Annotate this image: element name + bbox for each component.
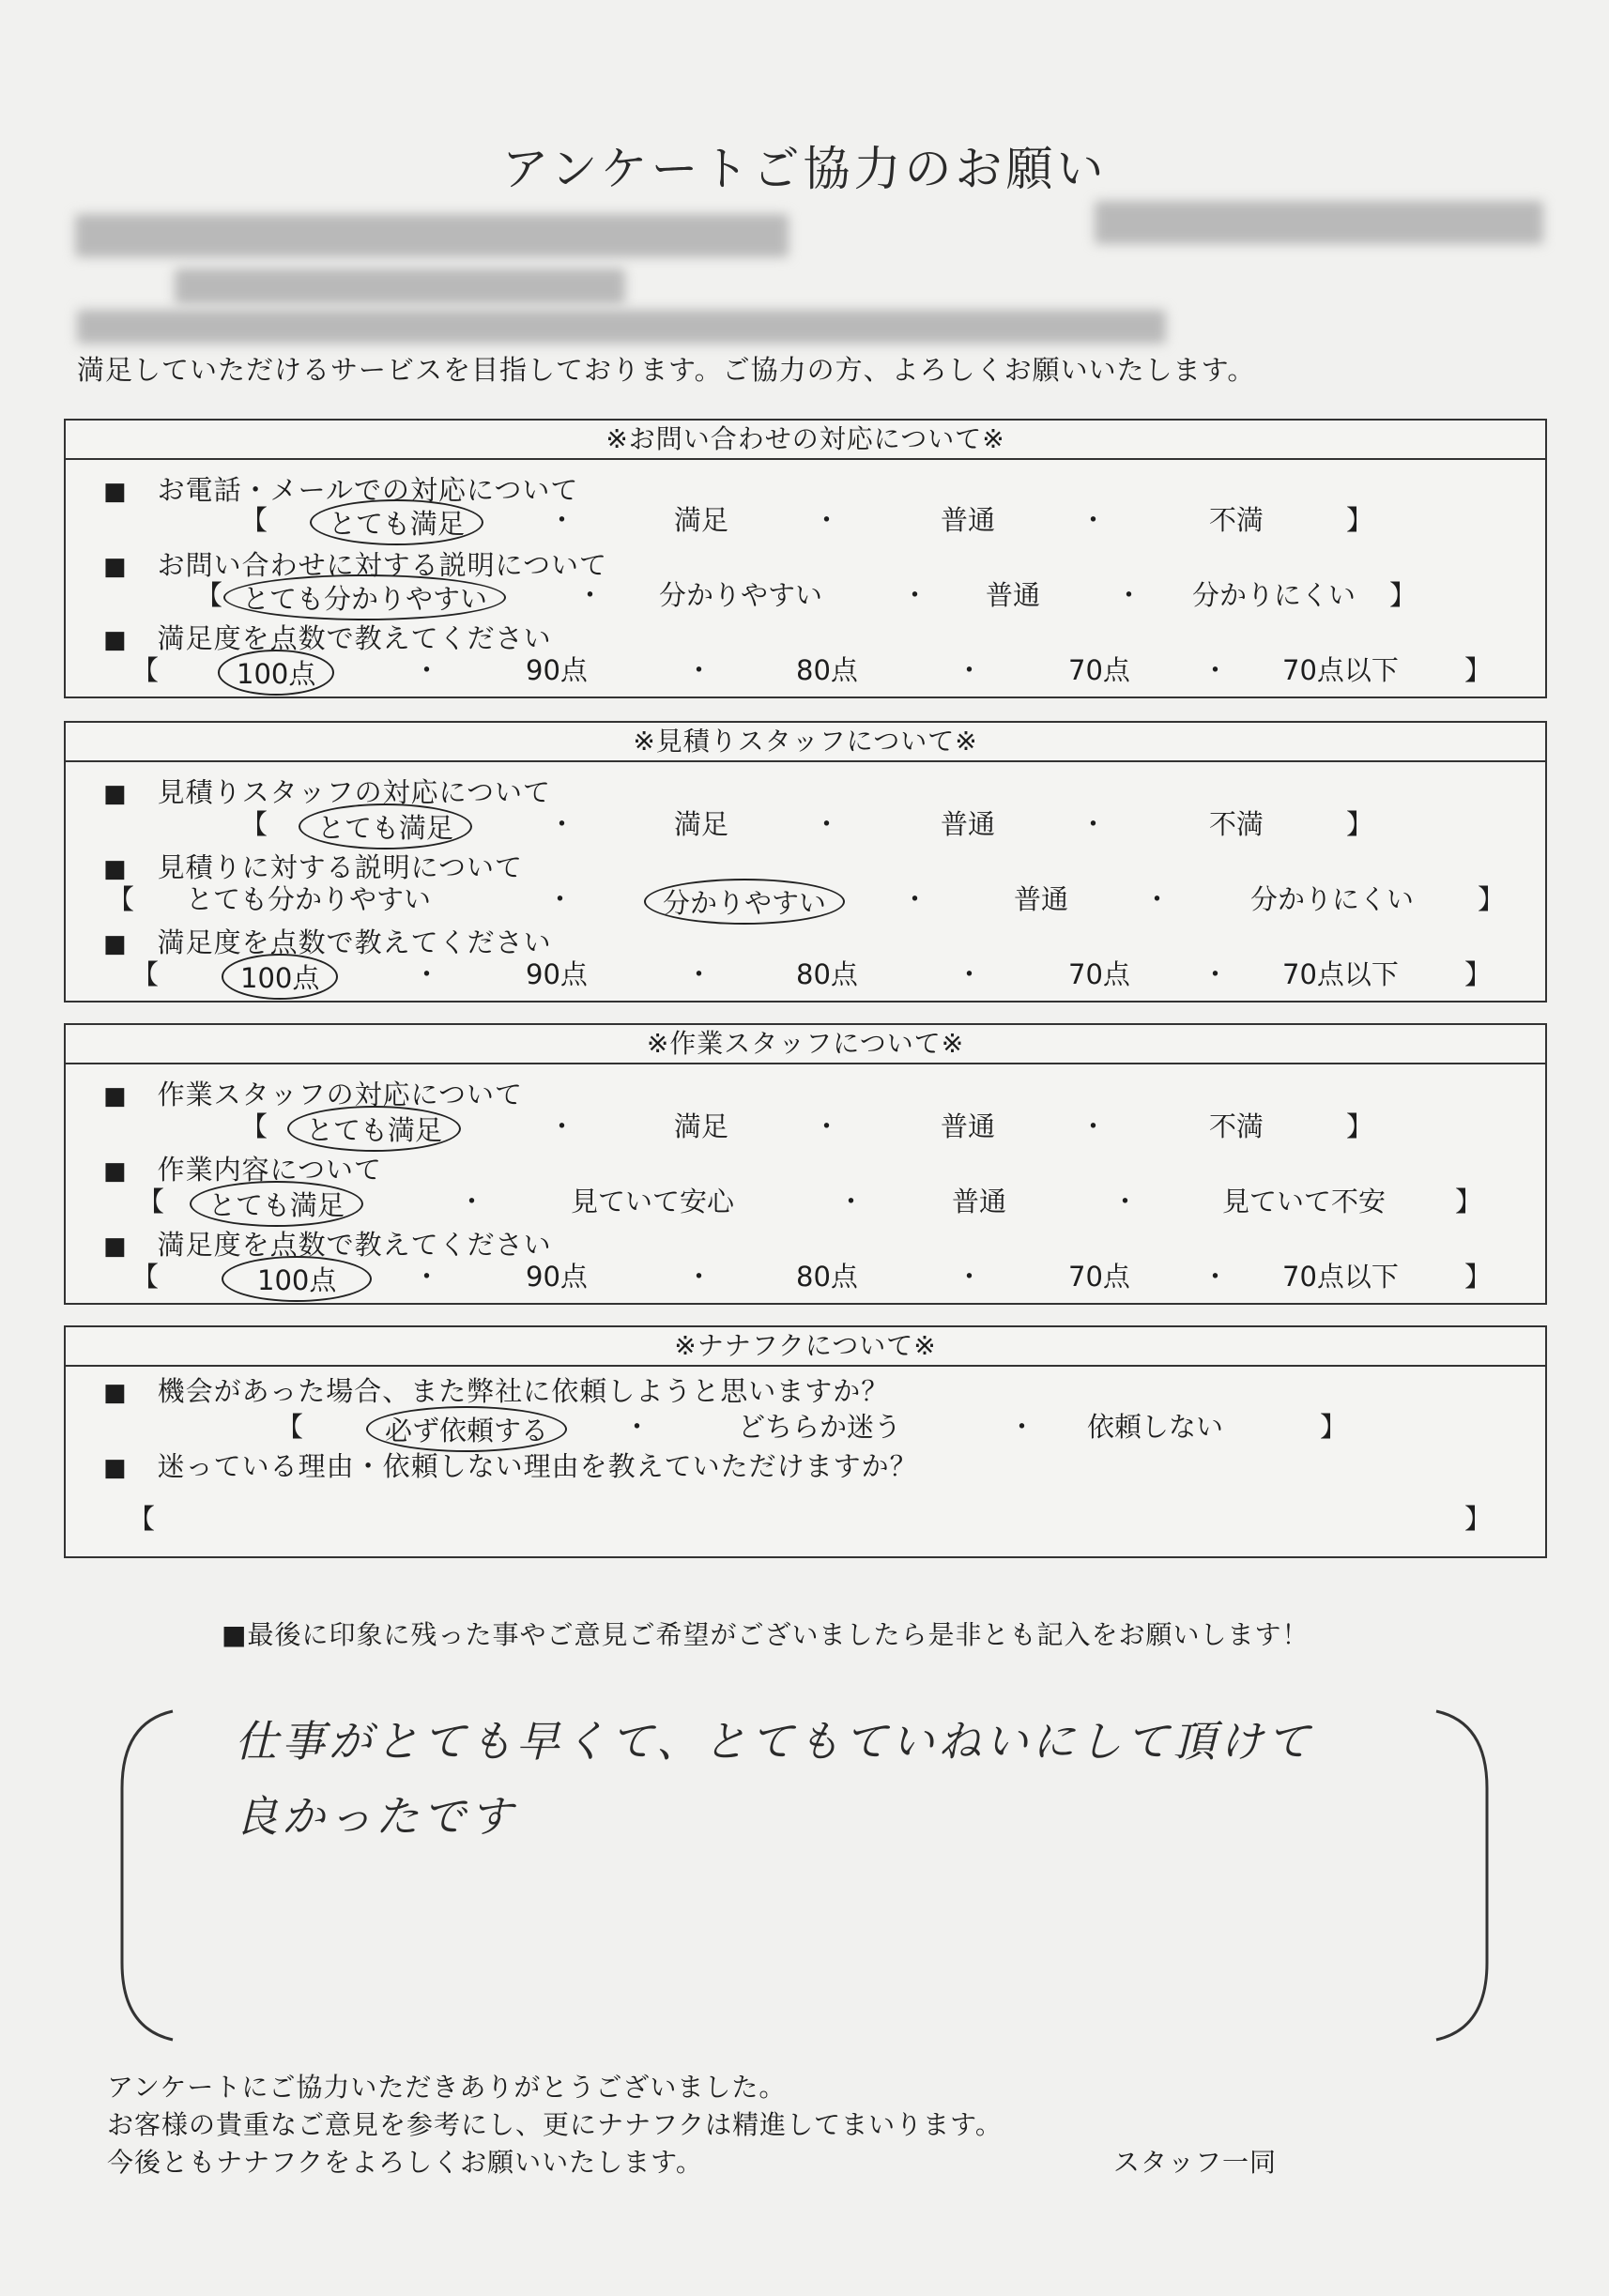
option[interactable]: 不満 [1209, 1110, 1264, 1142]
handwritten-line: 仕事がとても早くて、とてもていねいにして頂けて [235, 1716, 1314, 1767]
separator: ・ [623, 1411, 651, 1443]
question-label: ■ 作業スタッフの対応について [103, 1079, 523, 1110]
square-marker: ■ [103, 1379, 128, 1407]
square-marker: ■ [103, 626, 128, 654]
option-selected[interactable]: とても満足 [287, 1106, 461, 1152]
bracket-close: 】 [1346, 1110, 1374, 1142]
separator: ・ [1202, 1261, 1230, 1293]
option-row [66, 499, 1545, 540]
option[interactable]: 普通 [986, 579, 1041, 611]
separator: ・ [901, 579, 929, 611]
option-selected[interactable]: 100点 [222, 954, 338, 1000]
answer-field[interactable] [66, 1498, 1545, 1536]
square-marker: ■ [103, 855, 128, 883]
bracket-close: 】 [1455, 1186, 1483, 1217]
square-marker: ■ [103, 478, 128, 506]
thanks-line: お客様の貴重なご意見を参考にし、更にナナフクは精進してまいります。 [107, 2109, 1003, 2140]
section-header: ※ナナフクについて※ [66, 1327, 1545, 1367]
option[interactable]: 80点 [796, 958, 858, 990]
option[interactable]: 分かりにくい [1192, 579, 1356, 611]
option[interactable]: 見ていて不安 [1222, 1186, 1387, 1217]
option[interactable]: 70点以下 [1282, 958, 1399, 990]
option-row [66, 574, 1545, 615]
bracket-open: 【 [276, 1411, 304, 1443]
section-estimate-staff [64, 721, 1547, 1003]
option-row [66, 1256, 1545, 1296]
redacted-block-2 [1095, 201, 1543, 244]
separator: ・ [1080, 504, 1108, 536]
option-row [66, 879, 1545, 919]
separator: ・ [685, 654, 713, 686]
separator: ・ [546, 883, 575, 915]
option-row [66, 954, 1545, 994]
handwritten-line: 良かったです [235, 1791, 516, 1842]
bracket-open: 【 [240, 808, 268, 840]
section-inquiry [64, 419, 1547, 698]
option-selected[interactable]: とても満足 [190, 1181, 363, 1227]
option[interactable]: 普通 [941, 504, 996, 536]
bracket-close: 】 [1464, 1261, 1493, 1293]
separator: ・ [413, 1261, 441, 1293]
square-marker: ■ [103, 1157, 128, 1186]
option[interactable]: 不満 [1209, 808, 1264, 840]
option[interactable]: 70点 [1068, 1261, 1130, 1293]
square-marker: ■ [103, 1454, 128, 1482]
section-nanafuku [64, 1325, 1547, 1558]
option[interactable]: 普通 [1014, 883, 1069, 915]
question-label: ■ 作業内容について [103, 1154, 382, 1186]
separator: ・ [548, 1110, 576, 1142]
option[interactable]: 満足 [674, 1110, 729, 1142]
bracket-open: 【 [195, 579, 223, 611]
separator: ・ [956, 654, 984, 686]
option-row [66, 1406, 1545, 1444]
section-header: ※見積りスタッフについて※ [66, 723, 1545, 762]
redacted-block-1 [75, 214, 789, 257]
bracket-open: 【 [131, 654, 160, 686]
question-label: ■ 見積りに対する説明について [103, 851, 523, 883]
option-selected[interactable]: 分かりやすい [644, 879, 845, 925]
option-row [66, 650, 1545, 690]
option-selected[interactable]: とても満足 [299, 804, 472, 850]
option[interactable]: 分かりにくい [1250, 883, 1415, 915]
square-marker: ■ [103, 780, 128, 808]
question-label: ■ お問い合わせに対する説明について [103, 549, 607, 581]
separator: ・ [956, 1261, 984, 1293]
bracket-open: 【 [107, 883, 135, 915]
question-label: ■ 機会があった場合、また弊社に依頼しようと思いますか？ [103, 1375, 890, 1407]
option[interactable]: 80点 [796, 654, 858, 686]
thanks-line: アンケートにご協力いただきありがとうございました。 [107, 2072, 787, 2103]
question-label: ■ 見積りスタッフの対応について [103, 776, 551, 808]
question-label: ■ 満足度を点数で教えてください [103, 1229, 552, 1261]
option-selected[interactable]: 100点 [222, 1256, 372, 1302]
option[interactable]: 分かりやすい [659, 579, 823, 611]
separator: ・ [1143, 883, 1172, 915]
option[interactable]: 不満 [1209, 504, 1264, 536]
bracket-open: 【 [240, 504, 268, 536]
question-label: ■ 満足度を点数で教えてください [103, 622, 552, 654]
square-marker: ■ [103, 1082, 128, 1110]
square-marker: ■ [103, 930, 128, 958]
bracket-close: 】 [1346, 504, 1374, 536]
option-selected[interactable]: 100点 [218, 650, 334, 696]
separator: ・ [548, 504, 576, 536]
bracket-close: 】 [1464, 958, 1493, 990]
bracket-close: 】 [1389, 579, 1417, 611]
square-marker: ■ [103, 553, 128, 581]
redacted-block-4 [77, 310, 1166, 344]
option[interactable]: 70点 [1068, 654, 1130, 686]
option[interactable]: 満足 [674, 504, 729, 536]
option[interactable]: 80点 [796, 1261, 858, 1293]
separator: ・ [576, 579, 605, 611]
separator: ・ [813, 1110, 841, 1142]
bracket-open: 【 [137, 1186, 165, 1217]
option-row [66, 804, 1545, 844]
option[interactable]: 満足 [674, 808, 729, 840]
section-header: ※お問い合わせの対応について※ [66, 421, 1545, 460]
option[interactable]: 普通 [952, 1186, 1007, 1217]
option[interactable]: 依頼しない [1087, 1411, 1224, 1443]
option[interactable]: 90点 [526, 958, 588, 990]
separator: ・ [685, 1261, 713, 1293]
option[interactable]: どちらか迷う [738, 1411, 902, 1443]
option[interactable]: 90点 [526, 1261, 588, 1293]
separator: ・ [813, 808, 841, 840]
intro-text: 満足していただけるサービスを目指しております。ご協力の方、よろしくお願いいたします。 [77, 354, 1256, 386]
survey-title: アンケートご協力のお願い [501, 142, 1108, 196]
bracket-open: 【 [131, 958, 160, 990]
separator: ・ [1111, 1186, 1140, 1217]
separator: ・ [1115, 579, 1143, 611]
option[interactable]: 90点 [526, 654, 588, 686]
thanks-line: 今後ともナナフクをよろしくお願いいたします。 [107, 2147, 703, 2178]
question-label: ■ 迷っている理由・依頼しない理由を教えていただけますか？ [103, 1450, 918, 1482]
separator: ・ [1008, 1411, 1036, 1443]
separator: ・ [458, 1186, 486, 1217]
separator: ・ [956, 958, 984, 990]
bracket-close: 】 [1320, 1411, 1348, 1443]
option[interactable]: 普通 [941, 1110, 996, 1142]
question-label: ■ お電話・メールでの対応について [103, 474, 579, 506]
option[interactable]: 見ていて安心 [571, 1186, 735, 1217]
separator: ・ [813, 504, 841, 536]
separator: ・ [413, 958, 441, 990]
closing-prompt: ■最後に印象に残った事やご意見ご希望がございましたら是非とも記入をお願いします！ [222, 1619, 1310, 1650]
option[interactable]: 70点以下 [1282, 1261, 1399, 1293]
bracket-close: 】 [1346, 808, 1374, 840]
bracket-open: 【 [240, 1110, 268, 1142]
bracket-close: 】 [1478, 883, 1506, 915]
separator: ・ [1202, 958, 1230, 990]
square-marker: ■ [103, 1232, 128, 1261]
option-row [66, 1106, 1545, 1146]
separator: ・ [685, 958, 713, 990]
bracket-open: 【 [131, 1261, 160, 1293]
bracket-open: 【 [128, 1503, 156, 1535]
separator: ・ [1080, 1110, 1108, 1142]
signature: スタッフ一同 [1113, 2147, 1278, 2178]
thanks-message [107, 2069, 1003, 2181]
option-row [66, 1181, 1545, 1221]
separator: ・ [901, 883, 929, 915]
section-work-staff [64, 1023, 1547, 1305]
separator: ・ [413, 654, 441, 686]
bracket-close: 】 [1464, 654, 1493, 686]
option[interactable]: 70点 [1068, 958, 1130, 990]
option-selected[interactable]: とても分かりやすい [223, 574, 506, 620]
bracket-close: 】 [1464, 1503, 1493, 1535]
separator: ・ [548, 808, 576, 840]
separator: ・ [1202, 654, 1230, 686]
option-selected[interactable]: とても満足 [310, 499, 483, 545]
option-selected[interactable]: 必ず依頼する [366, 1406, 567, 1452]
separator: ・ [1080, 808, 1108, 840]
handwritten-comment [235, 1704, 1313, 1854]
question-label: ■ 満足度を点数で教えてください [103, 926, 552, 958]
option[interactable]: 70点以下 [1282, 654, 1399, 686]
separator: ・ [837, 1186, 866, 1217]
section-header: ※作業スタッフについて※ [66, 1025, 1545, 1064]
option[interactable]: とても分かりやすい [186, 883, 432, 915]
redacted-block-3 [175, 268, 625, 304]
option[interactable]: 普通 [941, 808, 996, 840]
